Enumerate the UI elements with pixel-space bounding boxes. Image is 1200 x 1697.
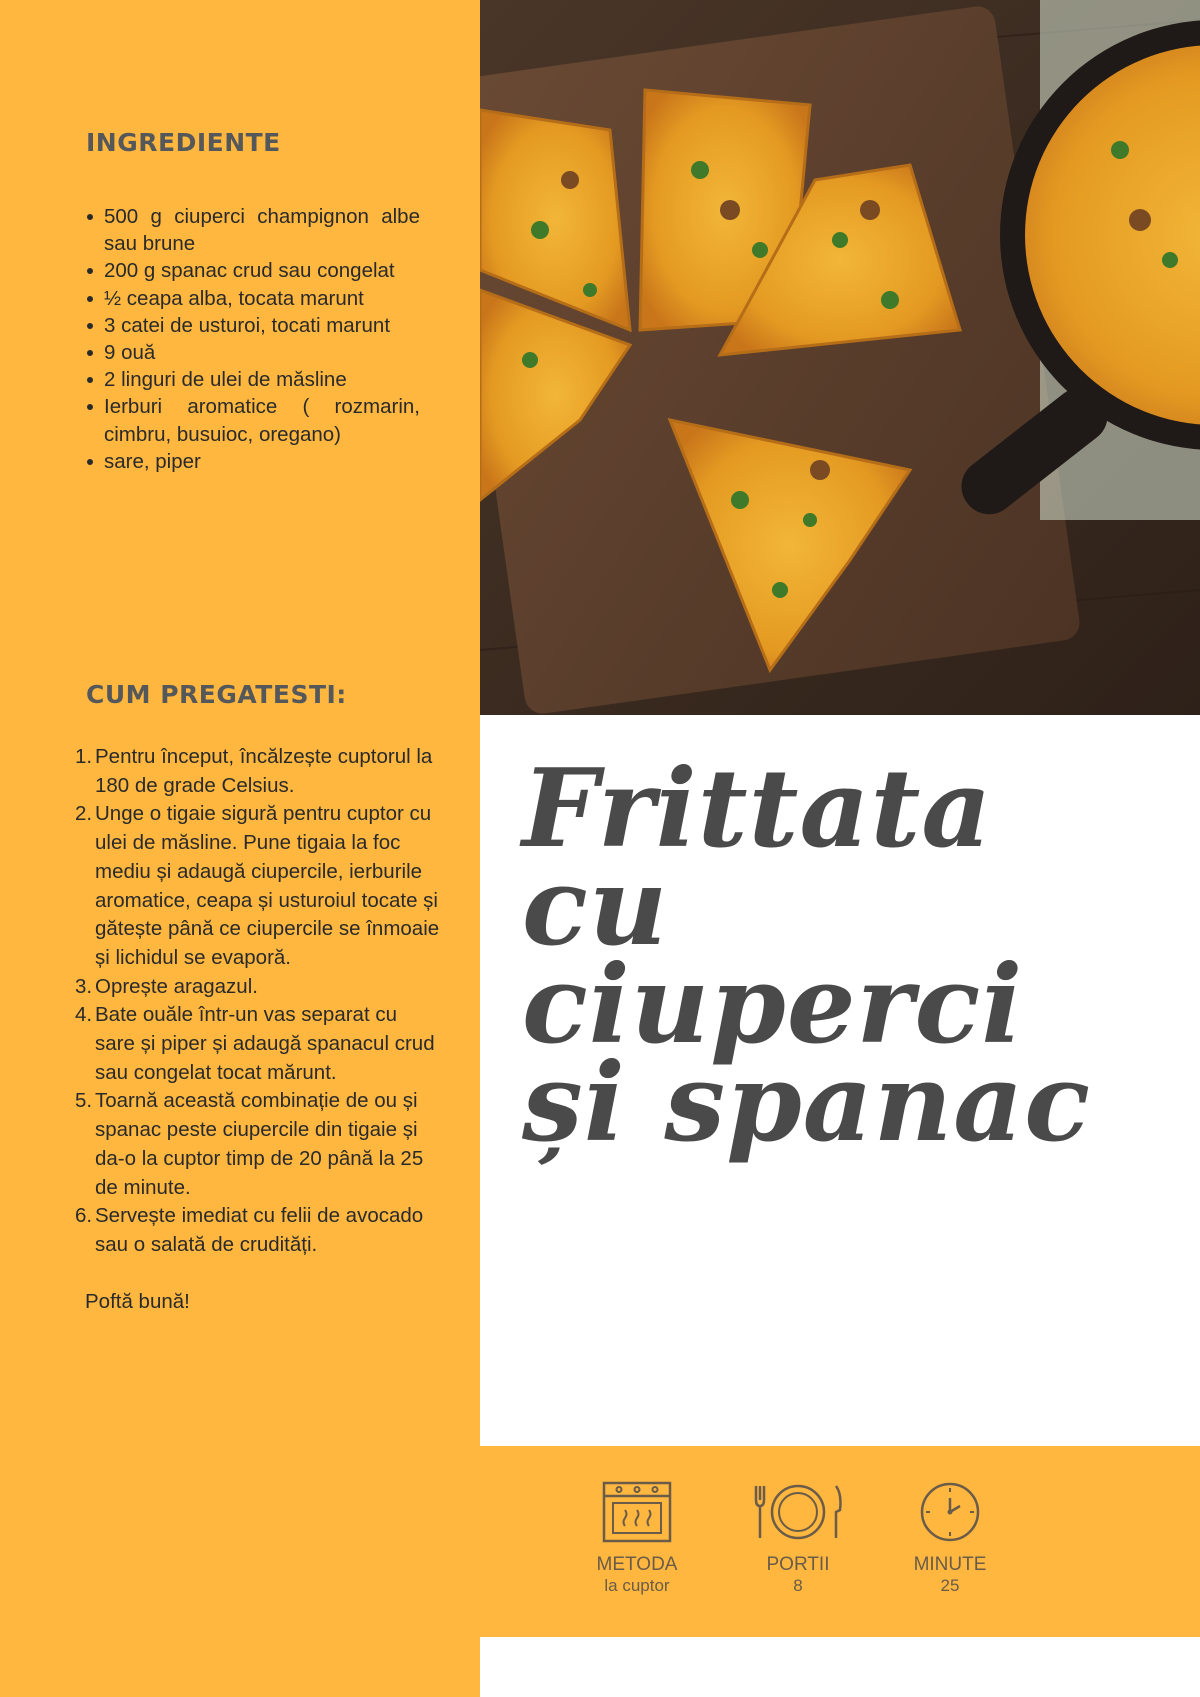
step-text: Oprește aragazul. xyxy=(95,974,258,998)
list-item: 2 linguri de ulei de măsline xyxy=(104,366,420,393)
plate-cutlery-icon xyxy=(750,1480,846,1544)
step-number: 6. xyxy=(75,1204,93,1228)
frittata-illustration xyxy=(480,0,1200,715)
step-number: 4. xyxy=(75,1003,93,1027)
method-label: METODA xyxy=(596,1554,678,1575)
step-number: 1. xyxy=(75,745,93,768)
step-text: Pentru început, încălzește cuptorul la 180 de grade Celsius. xyxy=(95,745,433,797)
oven-icon xyxy=(601,1480,673,1544)
recipe-title xyxy=(522,746,1162,1166)
info-method xyxy=(572,1480,702,1597)
step-number: 3. xyxy=(75,974,93,998)
step-item xyxy=(75,743,440,800)
method-value: la cuptor xyxy=(604,1576,670,1595)
step-text: Bate ouăle într-un vas separat cu sare și piper și adaugă spanacul crud sau congelat tocat mărunt. xyxy=(95,1003,435,1084)
list-item: ½ ceapa alba, tocata marunt xyxy=(104,285,420,312)
title-line: Frittata xyxy=(522,746,993,872)
step-text: Servește imediat cu felii de avocado sau o salată de crudități. xyxy=(95,1204,424,1256)
step-number: 2. xyxy=(75,802,93,826)
step-number: 5. xyxy=(75,1089,93,1113)
clock-icon xyxy=(918,1480,982,1544)
list-item: 9 ouă xyxy=(104,339,420,366)
info-minutes xyxy=(885,1480,1015,1597)
step-item xyxy=(75,800,440,972)
step-text: Unge o tigaie sigură pentru cuptor cu ulei de măsline. Pune tigaia la foc mediu și adaugă ciupercile, ierburile aromatice, ceapa și usturoiul tocate și gătește până ce ciupercile se înmoaie și lichidul se evaporă. xyxy=(95,802,440,969)
info-servings xyxy=(733,1480,863,1597)
list-item: 500 g ciuperci champignon albe sau brune xyxy=(104,203,420,257)
ingredients-list xyxy=(104,203,420,475)
frittata-photo xyxy=(480,0,1200,715)
ingredients-heading: INGREDIENTE xyxy=(86,128,281,157)
step-item xyxy=(75,973,440,1002)
left-panel xyxy=(0,0,480,1697)
list-item: 200 g spanac crud sau congelat xyxy=(104,257,420,284)
step-item xyxy=(75,1087,440,1202)
list-item: 3 catei de usturoi, tocati marunt xyxy=(104,312,420,339)
servings-value: 8 xyxy=(793,1576,803,1595)
list-item: sare, piper xyxy=(104,448,420,475)
step-text: Toarnă această combinație de ou și spanac peste ciupercile din tigaie și da-o la cuptor timp de 20 până la 25 de minute. xyxy=(95,1089,424,1199)
step-item xyxy=(75,1001,440,1087)
preparation-steps xyxy=(75,743,440,1260)
minutes-label: MINUTE xyxy=(913,1554,987,1575)
list-item: Ierburi aromatice ( rozmarin, cimbru, busuioc, oregano) xyxy=(104,393,420,447)
closing-text: Poftă bună! xyxy=(85,1290,190,1313)
info-band xyxy=(480,1446,1200,1637)
title-line: ciuperci xyxy=(522,942,1024,1068)
title-line: și spanac xyxy=(522,1040,1091,1166)
servings-label: PORTII xyxy=(766,1554,830,1575)
minutes-value: 25 xyxy=(940,1576,960,1595)
title-line: cu xyxy=(522,844,669,970)
preparation-heading: CUM PREGATESTI: xyxy=(86,680,347,709)
step-item xyxy=(75,1202,440,1259)
